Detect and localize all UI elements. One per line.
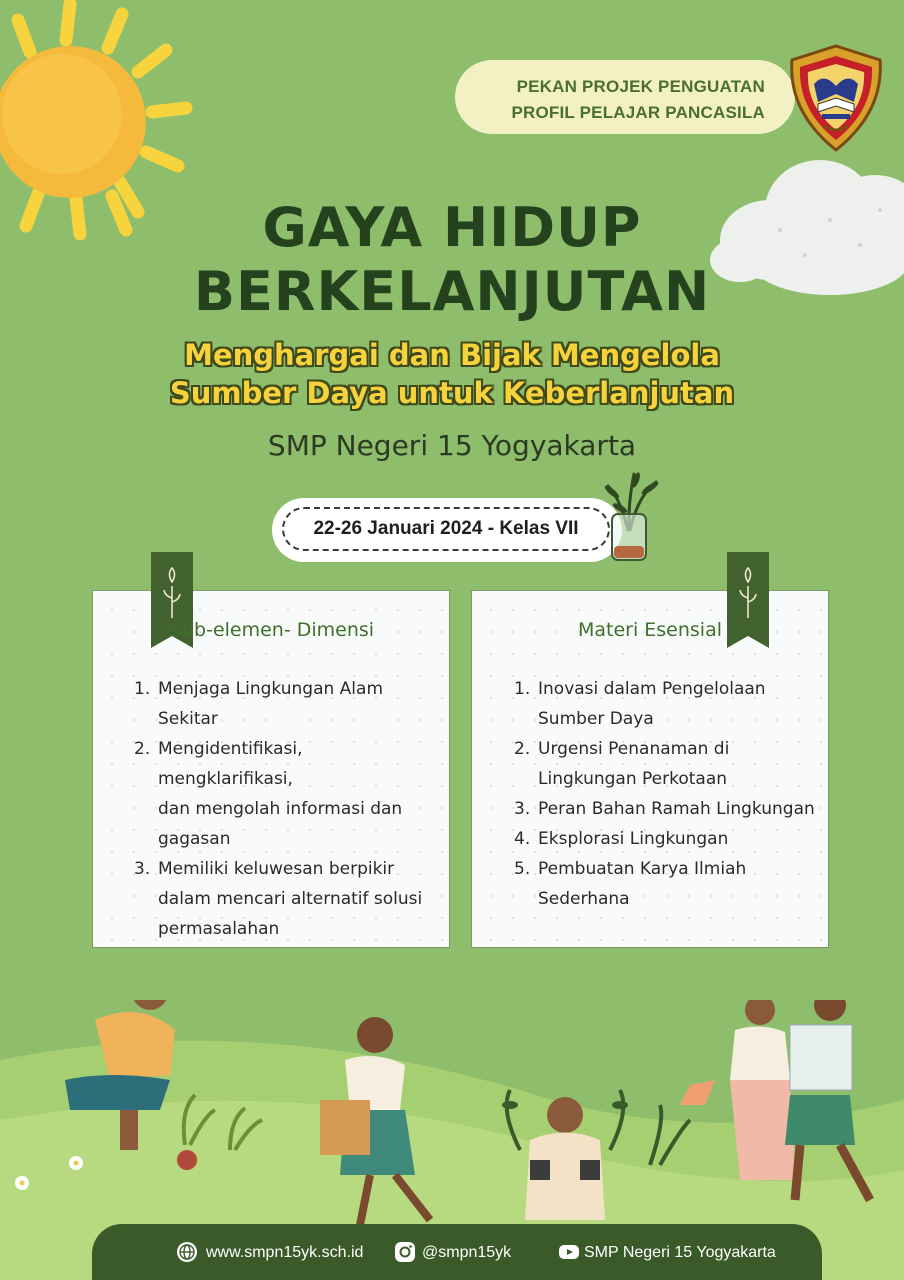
sub-elemen-list (134, 674, 434, 944)
list-item-number: 3. (514, 799, 531, 819)
youtube-icon (558, 1241, 580, 1263)
globe-icon (176, 1241, 198, 1263)
list-item-number: 2. (514, 739, 531, 759)
list-item-text: Menjaga Lingkungan Alam (158, 679, 384, 699)
subtitle-line-2: Sumber Daya untuk Keberlanjutan (169, 376, 735, 410)
list-item-text: gagasan (158, 829, 231, 849)
youtube-link[interactable]: SMP Negeri 15 Yogyakarta (584, 1244, 776, 1261)
list-item-number: 3. (134, 859, 151, 879)
list-item (514, 674, 824, 734)
website-link[interactable]: www.smpn15yk.sch.id (206, 1244, 364, 1261)
list-item (134, 674, 434, 734)
list-item (134, 854, 434, 944)
list-item-number: 2. (134, 739, 151, 759)
list-item-text: Mengidentifikasi, mengklarifikasi, (158, 739, 303, 789)
list-item-text: Eksplorasi Lingkungan (538, 829, 729, 849)
list-item-text: dalam mencari alternatif solusi (158, 889, 423, 909)
list-item (514, 734, 824, 794)
list-item-text: Memiliki keluwesan berpikir (158, 859, 395, 879)
list-item (134, 734, 434, 854)
list-item-text: Urgensi Penanaman di (538, 739, 730, 759)
card-title-sub-elemen: Sub-elemen- Dimensi (169, 619, 375, 641)
main-title-line-2: BERKELANJUTAN (193, 260, 711, 323)
card-title-materi-esensial: Materi Esensial (577, 619, 723, 641)
list-item (514, 824, 824, 854)
list-item-text: Sumber Daya (538, 709, 654, 729)
school-name: SMP Negeri 15 Yogyakarta (267, 429, 637, 462)
list-item-text: Pembuatan Karya Ilmiah (538, 859, 747, 879)
list-item-number: 4. (514, 829, 531, 849)
list-item-number: 5. (514, 859, 531, 879)
header-line-1: PEKAN PROJEK PENGUATAN (516, 77, 765, 96)
plant-jar-icon (598, 468, 668, 568)
list-item-text: Lingkungan Perkotaan (538, 769, 728, 789)
subtitle-line-1: Menghargai dan Bijak Mengelola (184, 338, 720, 372)
list-item-text: Inovasi dalam Pengelolaan (538, 679, 766, 699)
instagram-icon (394, 1241, 416, 1263)
list-item (514, 854, 824, 914)
main-title-line-1: GAYA HIDUP (262, 196, 642, 259)
list-item-number: 1. (514, 679, 531, 699)
list-item-text: dan mengolah informasi dan (158, 799, 403, 819)
list-item-text: Peran Bahan Ramah Lingkungan (538, 799, 815, 819)
list-item-text: Sekitar (158, 709, 218, 729)
list-item-text: permasalahan (158, 919, 280, 939)
header-text (495, 74, 765, 126)
materi-esensial-list (514, 674, 824, 914)
date-label: 22-26 Januari 2024 - Kelas VII (313, 518, 579, 539)
instagram-link[interactable]: @smpn15yk (422, 1244, 512, 1261)
list-item-text: Sederhana (538, 889, 630, 909)
list-item (514, 794, 824, 824)
header-line-2: PROFIL PELAJAR PANCASILA (511, 103, 765, 122)
list-item-number: 1. (134, 679, 151, 699)
school-seal-logo (784, 42, 888, 154)
